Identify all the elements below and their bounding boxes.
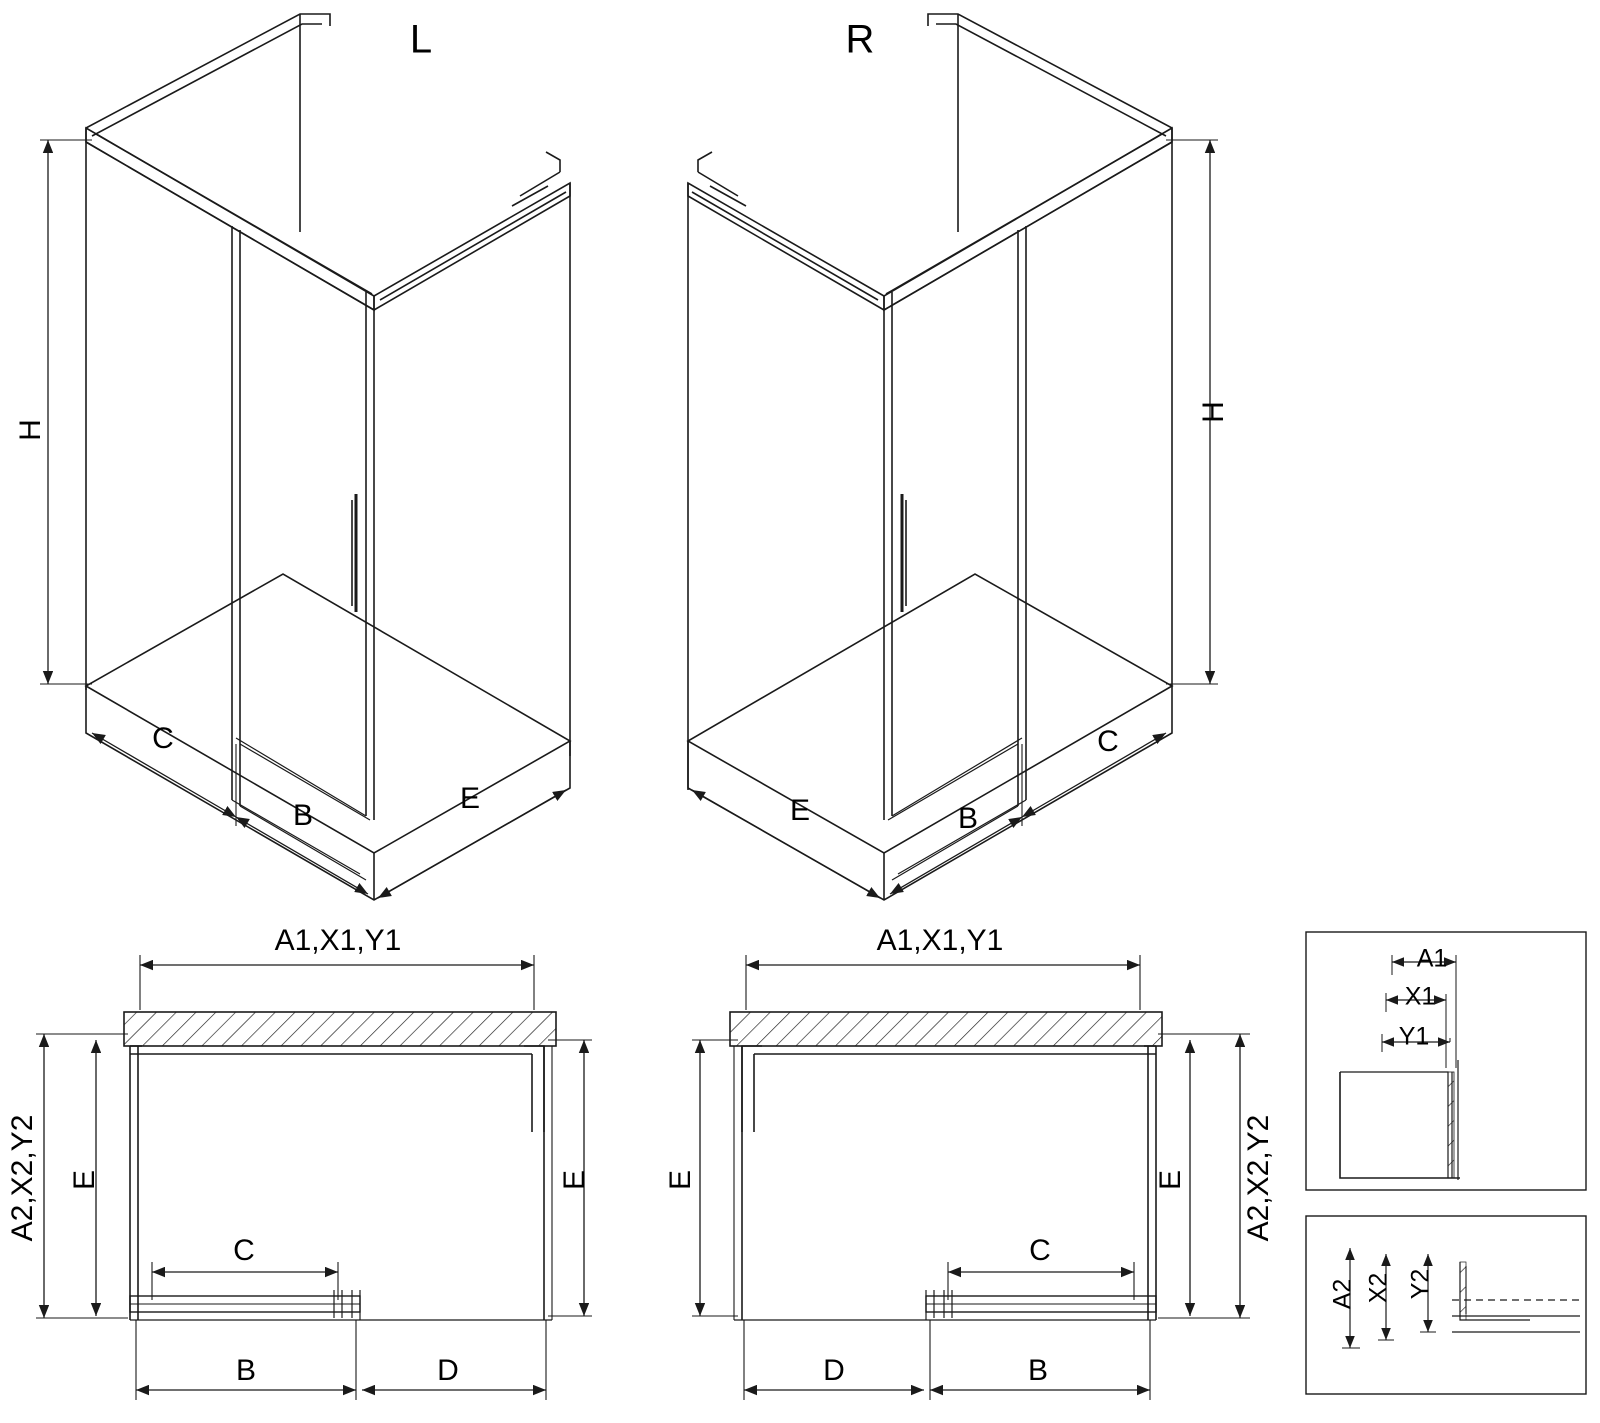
label-a1x1y1-right: A1,X1,Y1 <box>876 923 1004 957</box>
label-detail-a1: A1 <box>1416 944 1448 973</box>
label-h-right: H <box>1196 401 1230 423</box>
dimension-e-plan-right-left <box>692 1040 738 1316</box>
label-detail-x1: X1 <box>1404 982 1436 1011</box>
plan-view-left <box>36 955 592 1400</box>
iso-view-right <box>688 14 1218 900</box>
label-b-iso-left: B <box>292 798 314 832</box>
label-e-plan-right: E <box>1153 1169 1187 1191</box>
dimension-c-plan-right <box>948 1262 1134 1300</box>
label-detail-a2: A2 <box>1328 1278 1357 1310</box>
label-c-plan-right: C <box>1029 1233 1051 1267</box>
label-detail-y2: Y2 <box>1406 1268 1435 1300</box>
dimension-h-left <box>40 140 92 684</box>
label-view-left: L <box>409 17 433 62</box>
label-c-iso-right: C <box>1097 724 1119 758</box>
dimension-b-right <box>890 744 1022 894</box>
label-e-plan-left-right: E <box>557 1169 591 1191</box>
label-b-iso-right: B <box>957 801 979 835</box>
label-c-plan-left: C <box>233 1233 255 1267</box>
label-e-iso-left: E <box>459 781 481 815</box>
label-b-plan-right: B <box>1027 1353 1049 1387</box>
label-a2x2y2-right: A2,X2,Y2 <box>1241 1114 1275 1242</box>
label-detail-x2: X2 <box>1364 1272 1393 1304</box>
label-e-plan-left: E <box>67 1169 101 1191</box>
dimension-e-right <box>692 790 880 898</box>
label-a2x2y2-left: A2,X2,Y2 <box>5 1114 39 1242</box>
label-h-left: H <box>13 419 47 441</box>
label-detail-y1: Y1 <box>1398 1022 1430 1051</box>
label-d-plan-right: D <box>823 1353 845 1387</box>
dimension-a1x1y1-right <box>746 955 1140 1010</box>
label-e-iso-right: E <box>789 793 811 827</box>
label-d-plan-left: D <box>437 1353 459 1387</box>
label-c-iso-left: C <box>152 721 174 755</box>
iso-view-left <box>40 14 570 900</box>
dimension-c-plan-left <box>152 1262 338 1300</box>
label-a1x1y1-left: A1,X1,Y1 <box>274 923 402 957</box>
label-view-right: R <box>845 17 875 62</box>
dimension-c-right <box>1022 733 1166 817</box>
label-b-plan-left: B <box>235 1353 257 1387</box>
label-e-plan-right-left: E <box>663 1169 697 1191</box>
dimension-a1x1y1-left <box>140 955 534 1010</box>
